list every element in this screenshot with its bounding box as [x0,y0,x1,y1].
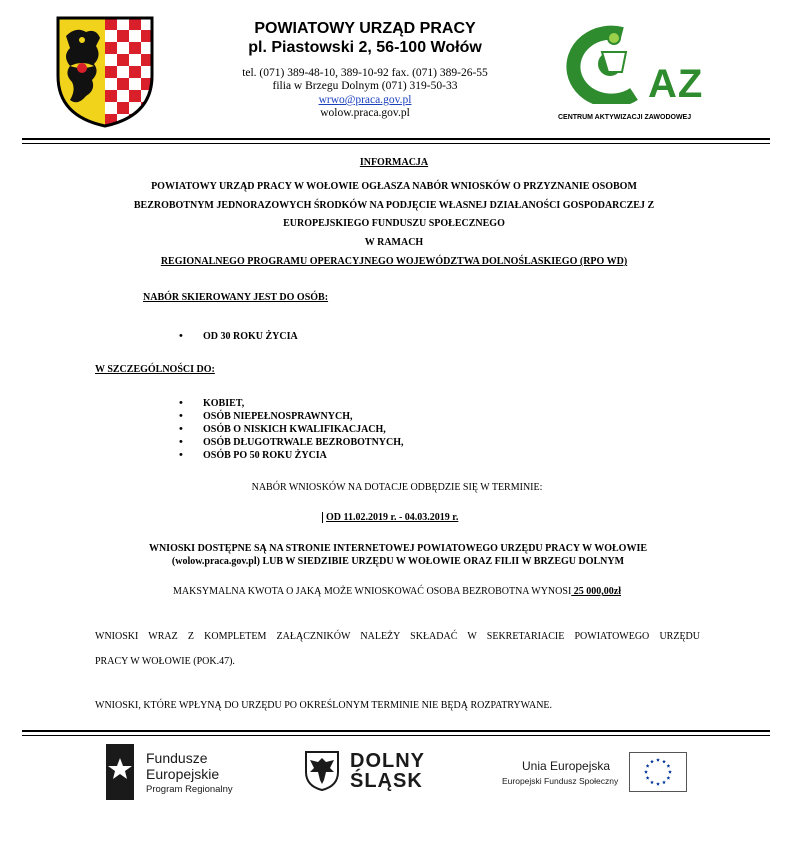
email-link[interactable]: wrwo@praca.gov.pl [318,94,412,106]
list-item: • OSÓB O NISKICH KWALIFIKACJACH, [179,423,404,436]
footer-rule-thin [22,735,770,736]
ds-line-1: DOLNY [350,750,425,772]
availability-line-2: (wolow.praca.gov.pl) LUB W SIEDZIBIE URZĘDU W WOŁOWIE ORAZ FILII W BRZEGU DOLNYM [171,556,625,567]
eu-flag-icon [629,752,687,792]
header-rule-thin [22,143,770,144]
special-heading: W SZCZEGÓLNOŚCI DO: [95,364,215,375]
target-heading: NABÓR SKIEROWANY JEST DO OSÓB: [143,292,329,303]
office-name: POWIATOWY URZĄD PRACY [254,20,476,37]
fe-line-3: Program Regionalny [146,784,233,795]
intro-line-4: W RAMACH [364,237,424,248]
ue-line-2: Europejski Fundusz Społeczny [502,776,619,786]
term-dates [322,512,458,523]
intro-line-2: BEZROBOTNYM JEDNORAZOWYCH ŚRODKÓW NA PODJĘCIE WŁASNEJ DZIAŁANOŚCI GOSPODARCZEJ Z [133,200,655,211]
office-phones: tel. (071) 389-48-10, 389-10-92 fax. (071) 389-26-55 [242,67,488,79]
fundusze-europejskie-logo [106,744,256,802]
intro-line-3: EUROPEJSKIEGO FUNDUSZU SPOŁECZNEGO [283,218,505,229]
office-branch: filia w Brzegu Dolnym (071) 319-50-33 [272,80,458,92]
list-item: • OSÓB DŁUGOTRWALE BEZROBOTNYCH, [179,436,404,449]
fe-line-1: Fundusze [146,750,208,766]
term-intro: NABÓR WNIOSKÓW NA DOTACJE ODBĘDZIE SIĘ W TERMINIE: [251,482,543,493]
submission-line-1: WNIOSKI WRAZ Z KOMPLETEM ZAŁĄCZNIKÓW NALEŻY SKŁADAĆ W SEKRETARIACIE POWIATOWEGO URZĘDU [95,631,700,642]
footer-rule [22,730,770,732]
caz-caption: CENTRUM AKTYWIZACJI ZAWODOWEJ [558,114,692,121]
ue-line-1: Unia Europejska [522,759,611,773]
max-amount-text: MAKSYMALNA KWOTA O JAKĄ MOŻE WNIOSKOWAĆ OSOBA BEZROBOTNA WYNOSI [172,586,572,597]
target-list [179,330,298,343]
fe-line-2: Europejskie [146,766,220,782]
header-rule [22,138,770,140]
fe-star-icon [106,744,136,800]
office-address: pl. Piastowski 2, 56-100 Wołów [248,39,482,56]
caz-logo [552,24,722,128]
eagle-shield-icon [304,750,340,792]
list-item: • OSÓB PO 50 ROKU ŻYCIA [179,449,404,462]
submission-line-2: PRACY W WOŁOWIE (POK.47). [95,656,235,667]
website-text: wolow.praca.gov.pl [320,107,410,119]
availability-line-1: WNIOSKI DOSTĘPNE SĄ NA STRONIE INTERNETOWEJ POWIATOWEGO URZĘDU PRACY W WOŁOWIE [148,543,648,554]
intro-line-5: REGIONALNEGO PROGRAMU OPERACYJNEGO WOJEWÓDZTWA DOLNOŚLASKIEGO (RPO WD) [160,256,628,267]
term-dates-text: OD 11.02.2019 r. - 04.03.2019 r. [326,512,459,523]
dolny-slask-logo [304,750,434,796]
caz-letters: AZ [648,62,704,106]
unia-europejska-logo [498,752,688,794]
ds-line-2: ŚLĄSK [350,770,423,792]
intro-line-1: POWIATOWY URZĄD PRACY W WOŁOWIE OGŁASZA NABÓR WNIOSKÓW O PRZYZNANIE OSOBOM [151,181,637,192]
coat-of-arms-icon [56,16,154,128]
email-row [200,94,530,106]
max-amount [0,586,788,597]
late-notice: WNIOSKI, KTÓRE WPŁYNĄ DO URZĘDU PO OKREŚLONYM TERMINIE NIE BĘDĄ ROZPATRYWANE. [95,700,553,711]
office-header [200,20,530,119]
special-list [179,397,404,462]
max-amount-value: 25 000,00zł [571,586,621,597]
list-item: • OD 30 ROKU ŻYCIA [179,330,298,343]
info-heading: INFORMACJA [359,157,429,168]
list-item: • OSÓB NIEPEŁNOSPRAWNYCH, [179,410,404,423]
list-item: • KOBIET, [179,397,404,410]
